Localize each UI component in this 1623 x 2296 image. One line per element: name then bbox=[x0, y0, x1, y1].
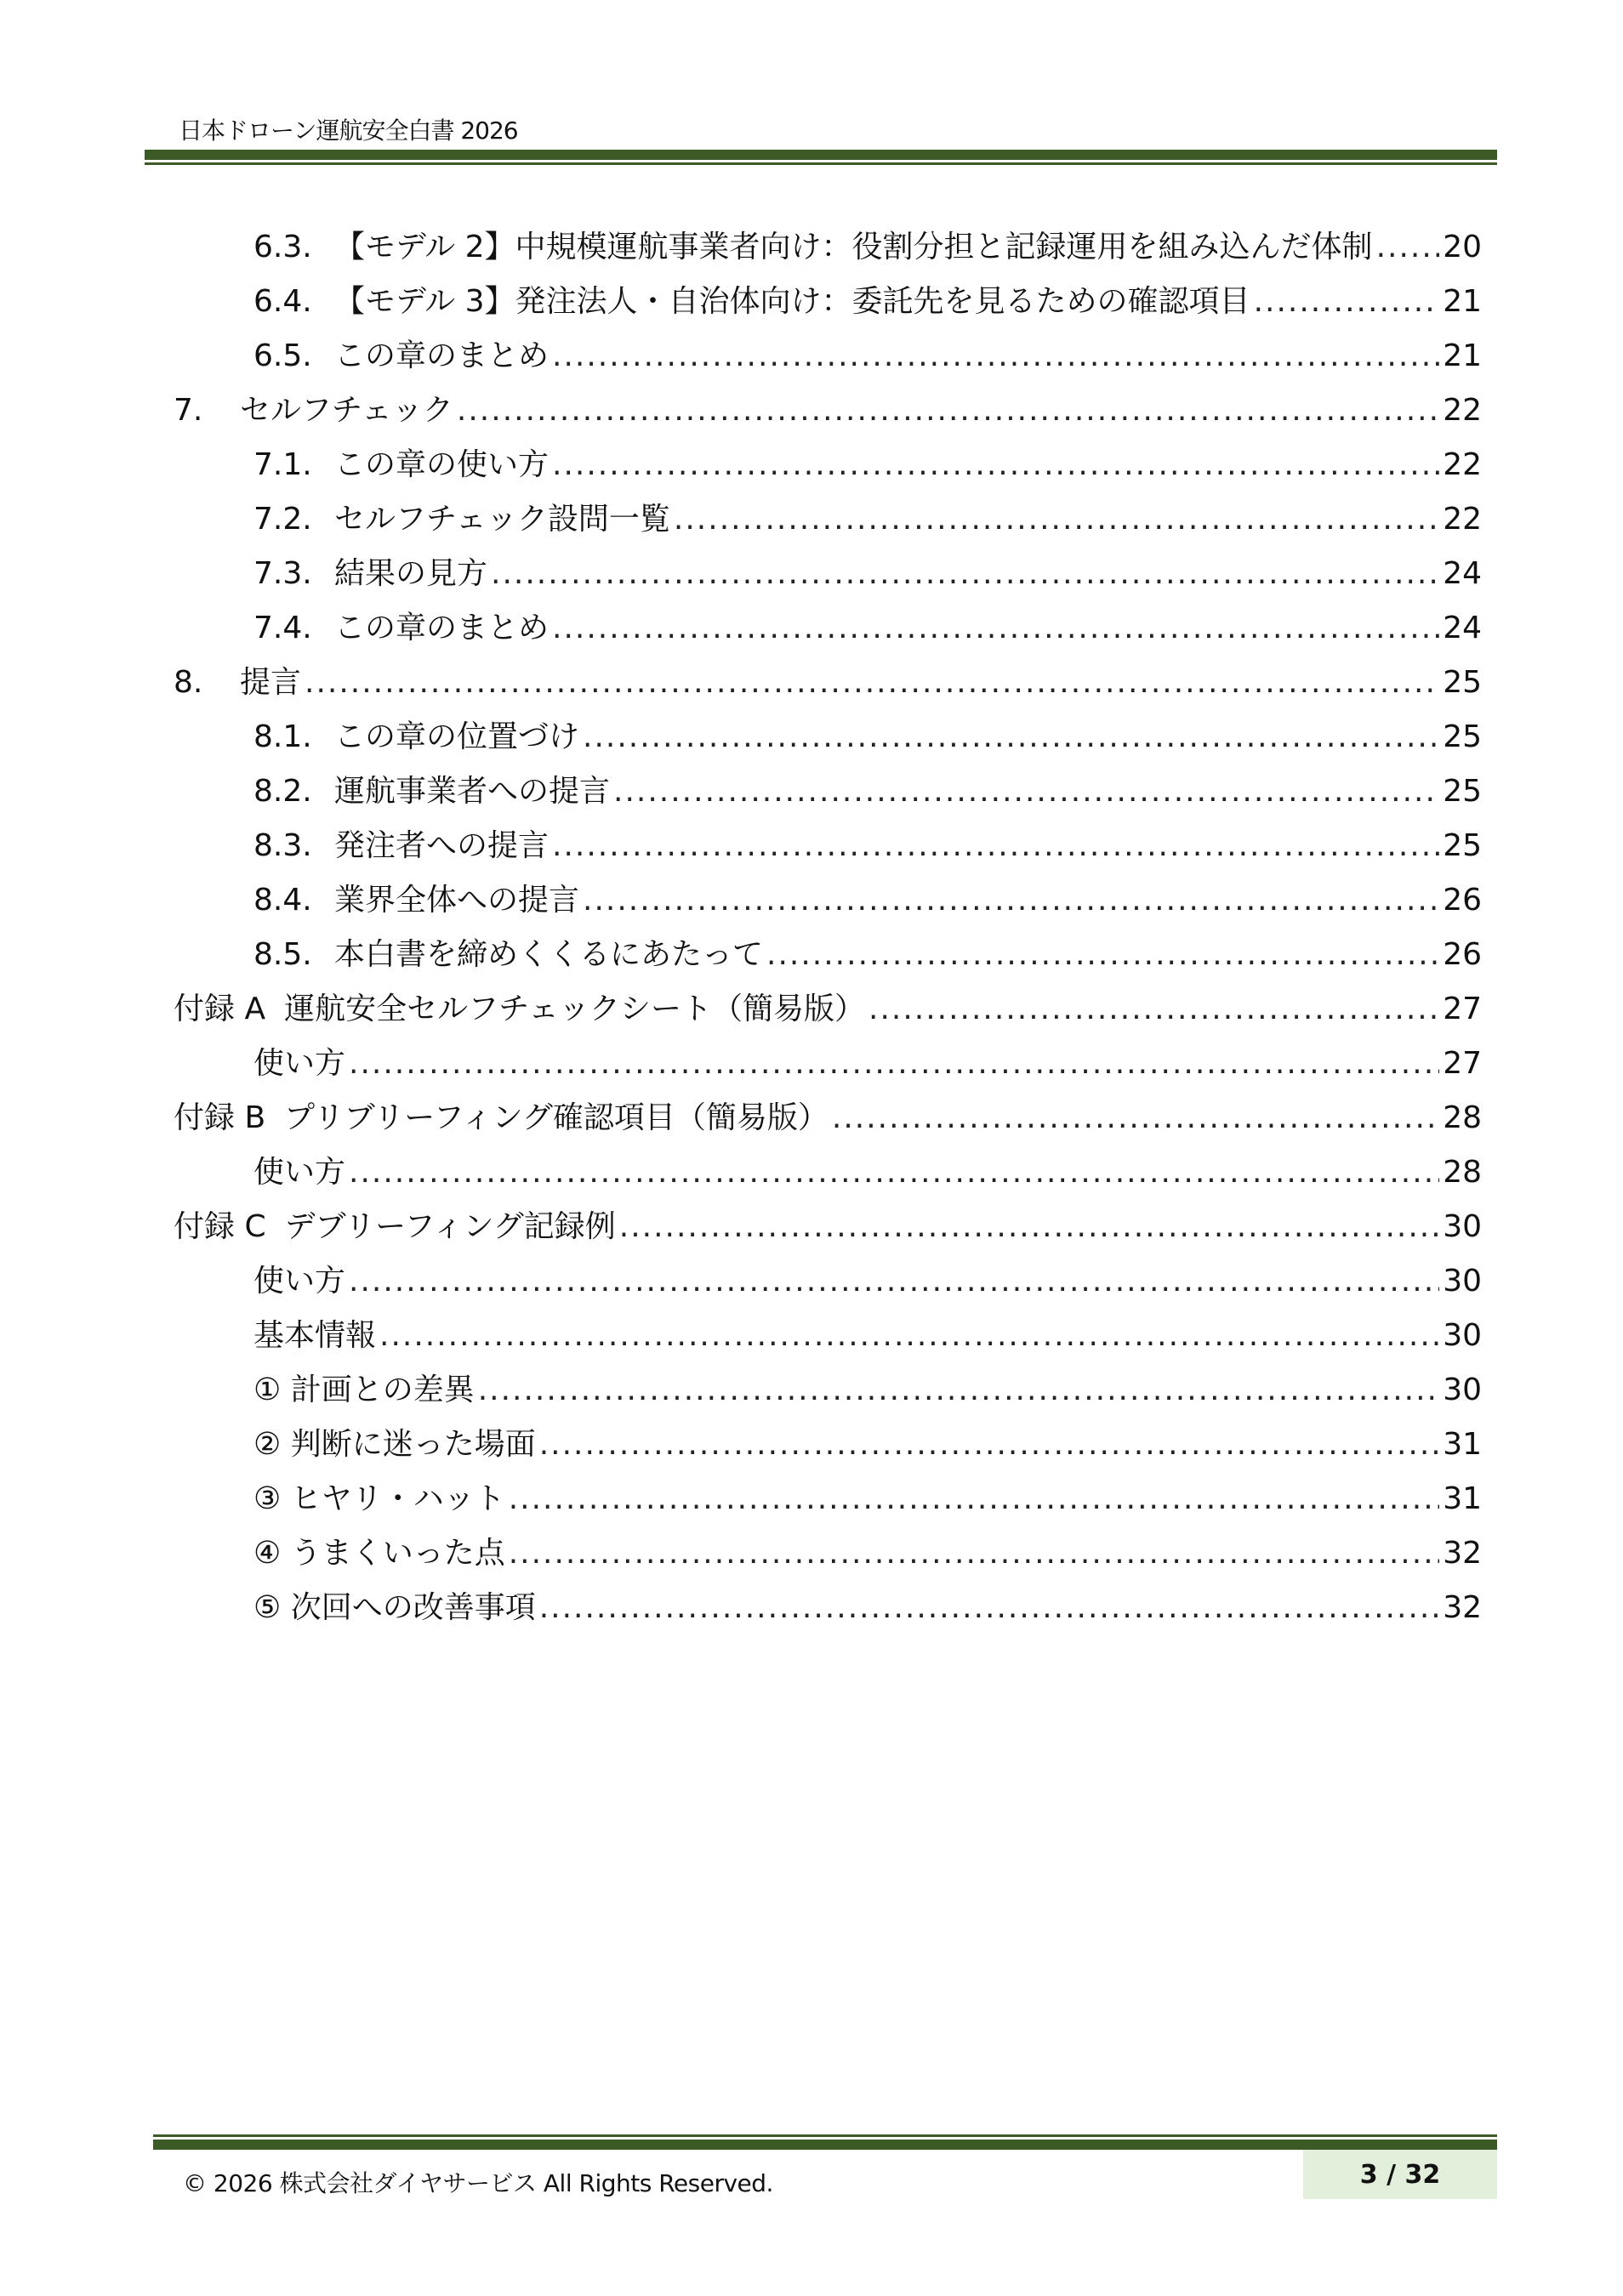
toc-entry-page: 26 bbox=[1443, 937, 1482, 972]
toc-entry-title: 【モデル 3】発注法人・自治体向け：委託先を見るための確認項目 bbox=[334, 284, 1250, 319]
dot-leader bbox=[552, 338, 1439, 373]
toc-entry[interactable] bbox=[253, 604, 1482, 655]
dot-leader bbox=[552, 447, 1439, 482]
toc-entry-title: 発注者への提言 bbox=[334, 828, 550, 863]
toc-entry-page: 24 bbox=[1443, 611, 1482, 645]
dot-leader bbox=[349, 1264, 1439, 1299]
toc-entry[interactable] bbox=[253, 930, 1482, 981]
toc-entry[interactable] bbox=[253, 1475, 1482, 1526]
toc-entry[interactable] bbox=[253, 713, 1482, 764]
toc-entry-title: ② 判断に迷った場面 bbox=[253, 1427, 536, 1462]
toc-entry-title: 業界全体への提言 bbox=[334, 883, 580, 918]
toc-entry-title: この章の位置づけ bbox=[334, 719, 580, 754]
toc-entry-page: 20 bbox=[1443, 230, 1482, 264]
toc-entry[interactable] bbox=[253, 1420, 1482, 1471]
running-header-title: 日本ドローン運航安全白書 2026 bbox=[179, 117, 518, 145]
toc-entry[interactable] bbox=[253, 1529, 1482, 1580]
dot-leader bbox=[349, 1046, 1439, 1081]
toc-entry-page: 32 bbox=[1443, 1536, 1482, 1571]
toc-entry-page: 27 bbox=[1443, 992, 1482, 1026]
toc-entry[interactable] bbox=[174, 985, 1482, 1036]
toc-entry[interactable] bbox=[253, 1583, 1482, 1634]
toc-entry-number: 8. bbox=[174, 665, 203, 700]
toc-entry-title: ③ ヒヤリ・ハット bbox=[253, 1481, 505, 1516]
toc-entry-title: デブリーフィング記録例 bbox=[284, 1209, 616, 1244]
toc-entry-number: 付録 C bbox=[174, 1209, 266, 1244]
toc-entry-title: 基本情報 bbox=[253, 1318, 377, 1353]
toc-entry[interactable] bbox=[253, 1039, 1482, 1090]
toc-entry-number: 7.3. bbox=[253, 556, 312, 591]
toc-entry-title: 結果の見方 bbox=[334, 556, 488, 591]
toc-entry-title: この章のまとめ bbox=[334, 611, 550, 645]
toc-entry-number: 8.3. bbox=[253, 828, 312, 863]
toc-entry[interactable] bbox=[253, 1257, 1482, 1308]
dot-leader bbox=[539, 1427, 1439, 1462]
footer-rule bbox=[153, 2134, 1497, 2150]
toc-entry-title: ⑤ 次回への改善事項 bbox=[253, 1590, 536, 1625]
toc-entry-page: 30 bbox=[1443, 1264, 1482, 1299]
toc-entry-page: 30 bbox=[1443, 1318, 1482, 1353]
toc-entry[interactable] bbox=[253, 440, 1482, 492]
toc-entry[interactable] bbox=[253, 332, 1482, 383]
dot-leader bbox=[766, 937, 1439, 972]
toc-entry-number: 付録 A bbox=[174, 992, 266, 1026]
toc-entry-page: 30 bbox=[1443, 1209, 1482, 1244]
dot-leader bbox=[613, 774, 1439, 809]
dot-leader bbox=[305, 665, 1439, 700]
dot-leader bbox=[509, 1481, 1439, 1516]
dot-leader bbox=[583, 883, 1439, 918]
toc-entry[interactable] bbox=[253, 767, 1482, 818]
toc-entry-page: 28 bbox=[1443, 1155, 1482, 1190]
toc-entry[interactable] bbox=[253, 821, 1482, 872]
toc-entry[interactable] bbox=[253, 277, 1482, 328]
toc-entry-number: 8.5. bbox=[253, 937, 312, 972]
toc-entry-number: 8.2. bbox=[253, 774, 312, 809]
toc-entry-number: 8.4. bbox=[253, 883, 312, 918]
toc-entry-title: この章の使い方 bbox=[334, 447, 550, 482]
toc-entry-page: 21 bbox=[1443, 284, 1482, 319]
toc-entry-title: この章のまとめ bbox=[334, 338, 550, 373]
toc-entry-page: 25 bbox=[1443, 828, 1482, 863]
toc-entry-number: 6.5. bbox=[253, 338, 312, 373]
dot-leader bbox=[1376, 230, 1440, 264]
toc-entry-page: 22 bbox=[1443, 447, 1482, 482]
dot-leader bbox=[583, 719, 1439, 754]
toc-entry[interactable] bbox=[253, 1311, 1482, 1362]
toc-entry-page: 22 bbox=[1443, 502, 1482, 537]
dot-leader bbox=[457, 393, 1439, 428]
toc-entry[interactable] bbox=[253, 876, 1482, 927]
toc-entry[interactable] bbox=[174, 386, 1482, 437]
dot-leader bbox=[379, 1318, 1439, 1353]
toc-entry[interactable] bbox=[174, 658, 1482, 709]
toc-entry-page: 26 bbox=[1443, 883, 1482, 918]
toc-entry[interactable] bbox=[174, 1202, 1482, 1253]
toc-entry-page: 32 bbox=[1443, 1590, 1482, 1625]
dot-leader bbox=[552, 611, 1439, 645]
toc-entry-title: ① 計画との差異 bbox=[253, 1372, 475, 1407]
toc-entry-number: 6.4. bbox=[253, 284, 312, 319]
toc-entry-number: 7. bbox=[174, 393, 203, 428]
page-number: 3 / 32 bbox=[1359, 2159, 1441, 2190]
dot-leader bbox=[832, 1100, 1439, 1135]
toc-entry-number: 7.1. bbox=[253, 447, 312, 482]
toc-entry[interactable] bbox=[253, 1366, 1482, 1417]
toc-entry-page: 31 bbox=[1443, 1481, 1482, 1516]
toc-entry-page: 25 bbox=[1443, 774, 1482, 809]
dot-leader bbox=[868, 992, 1439, 1026]
dot-leader bbox=[674, 502, 1439, 537]
toc-entry-page: 28 bbox=[1443, 1100, 1482, 1135]
dot-leader bbox=[478, 1372, 1439, 1407]
copyright-text: © 2026 株式会社ダイヤサービス All Rights Reserved. bbox=[183, 2169, 773, 2197]
toc-entry-number: 7.2. bbox=[253, 502, 312, 537]
toc-entry[interactable] bbox=[253, 549, 1482, 600]
toc-entry-title: 本白書を締めくくるにあたって bbox=[334, 937, 764, 972]
toc-entry-page: 24 bbox=[1443, 556, 1482, 591]
toc-entry-title: 提言 bbox=[240, 665, 302, 700]
toc-entry-title: 【モデル 2】中規模運航事業者向け：役割分担と記録運用を組み込んだ体制 bbox=[334, 230, 1373, 264]
toc-entry-title: 使い方 bbox=[253, 1155, 346, 1190]
toc-entry-title: 運航事業者への提言 bbox=[334, 774, 611, 809]
toc-entry-title: セルフチェック設問一覧 bbox=[334, 502, 670, 537]
header-rule bbox=[145, 150, 1497, 167]
dot-leader bbox=[349, 1155, 1439, 1190]
toc-entry-title: 運航安全セルフチェックシート（簡易版） bbox=[284, 992, 865, 1026]
toc-entry[interactable] bbox=[253, 1148, 1482, 1199]
toc-entry-page: 30 bbox=[1443, 1372, 1482, 1407]
toc-entry-page: 21 bbox=[1443, 338, 1482, 373]
toc-entry-page: 31 bbox=[1443, 1427, 1482, 1462]
toc-entry-page: 25 bbox=[1443, 719, 1482, 754]
dot-leader bbox=[491, 556, 1439, 591]
toc-entry-number: 6.3. bbox=[253, 230, 312, 264]
toc-entry-number: 8.1. bbox=[253, 719, 312, 754]
toc-entry-number: 付録 B bbox=[174, 1100, 266, 1135]
toc-entry-page: 22 bbox=[1443, 393, 1482, 428]
toc-entry[interactable] bbox=[253, 495, 1482, 546]
toc-entry-title: 使い方 bbox=[253, 1046, 346, 1081]
toc-entry[interactable] bbox=[253, 223, 1482, 274]
toc-entry-page: 25 bbox=[1443, 665, 1482, 700]
toc-entry-title: 使い方 bbox=[253, 1264, 346, 1299]
toc-entry-title: プリブリーフィング確認項目（簡易版） bbox=[284, 1100, 829, 1135]
dot-leader bbox=[619, 1209, 1439, 1244]
page-number-box bbox=[1303, 2150, 1497, 2199]
dot-leader bbox=[1254, 284, 1440, 319]
toc-entry-title: ④ うまくいった点 bbox=[253, 1536, 505, 1571]
toc-entry[interactable] bbox=[174, 1094, 1482, 1145]
dot-leader bbox=[539, 1590, 1439, 1625]
toc-entry-number: 7.4. bbox=[253, 611, 312, 645]
dot-leader bbox=[552, 828, 1439, 863]
dot-leader bbox=[509, 1536, 1439, 1571]
toc-entry-page: 27 bbox=[1443, 1046, 1482, 1081]
toc-entry-title: セルフチェック bbox=[240, 393, 453, 428]
